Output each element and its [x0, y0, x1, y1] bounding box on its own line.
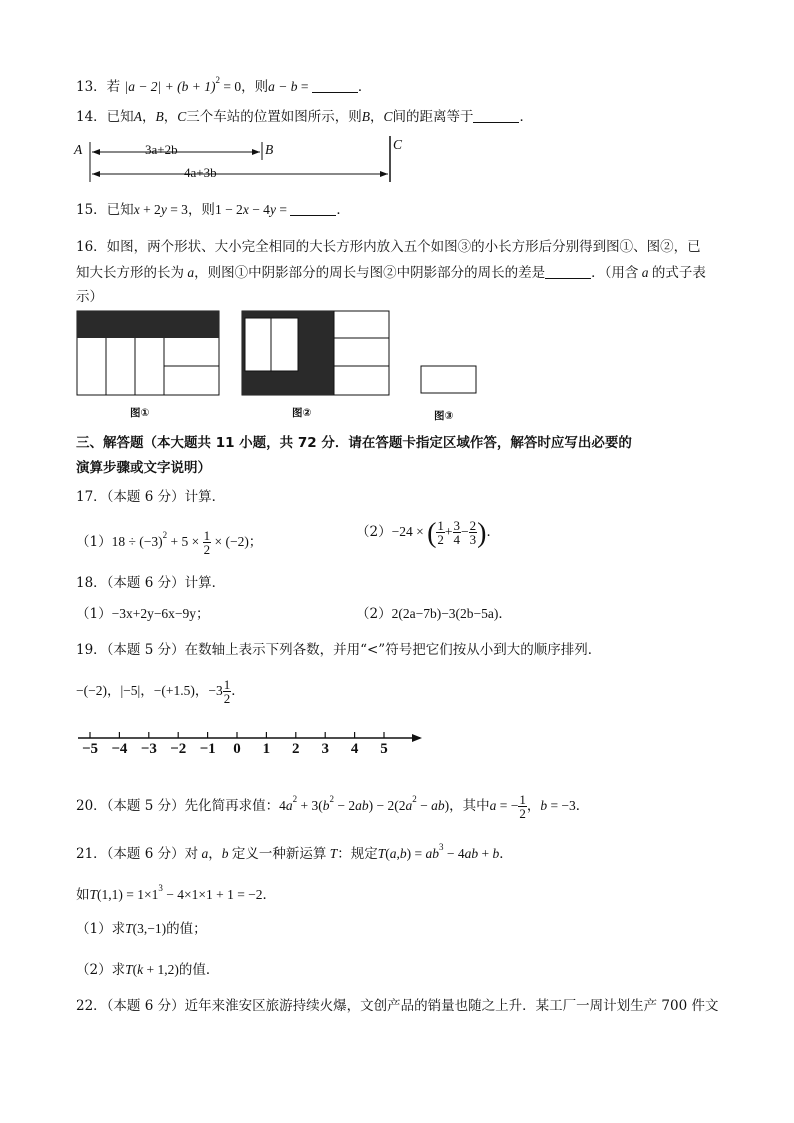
q13-expression: $|a - 2| + (b + 1)^2 = 0$ [124, 75, 242, 94]
question-17-part2: （2）−24 × ( $\frac{1}{2}$ + $\frac{3}{4}$ − $\frac{2}{3}$ )． [356, 518, 500, 549]
label-c: C [393, 137, 403, 152]
question-21-example: 如$T(1,1) = 1\times 1^3 - 4\times 1\times 1 + 1 = -2$． [76, 883, 277, 903]
figure-2-caption: 图② [292, 407, 312, 419]
section-3-heading: 三、解答题（本大题共 11 小题，共 72 分．请在答题卡指定区域作答，解答时应写出必要的 [76, 435, 632, 451]
section-3-heading-2: 演算步骤或文字说明） [76, 460, 211, 476]
number-line-label: 1 [262, 741, 271, 757]
number-line-label: −1 [199, 741, 216, 757]
question-21-head: 21．（本题 6 分）对 a，b 定义一种新运算 T：规定$T(a,b) = ab^3 - 4ab + b$． [76, 842, 513, 862]
answer-blank[interactable] [312, 78, 358, 93]
label-ab-length: 3a+2b [145, 142, 178, 157]
figure-3 [420, 365, 478, 395]
question-17-head: 17．（本题 6 分）计算． [76, 489, 226, 505]
question-19-head: 19．（本题 5 分）在数轴上表示下列各数，并用“<”符号把它们按从小到大的顺序排列． [76, 642, 602, 658]
number-line-label: 3 [321, 741, 329, 757]
figure-1 [76, 310, 221, 396]
answer-blank[interactable] [545, 264, 591, 279]
number-line-label: 0 [233, 741, 241, 757]
question-14: 14．已知A，B，C三个车站的位置如图所示，则B，C间的距离等于 ． [76, 109, 533, 125]
number-line-label: −5 [81, 741, 99, 757]
question-16-line1: 16．如图，两个形状、大小完全相同的大长方形内放入五个如图③的小长方形后分别得到图①、图②，已 [76, 239, 701, 255]
number-line-label: 4 [350, 741, 359, 757]
question-17-part1: $(1)18 \div (-3)^2 + 5$ × $\frac{1}{2}$ × (−2)； [76, 528, 263, 557]
question-21-part1: （1）求T(3,−1)的值； [76, 921, 207, 937]
question-19-numbers: −(−2)，|−5|，−(+1.5)，−3 $\frac{1}{2}$ ． [76, 677, 245, 706]
number-line-label: −2 [170, 741, 187, 757]
question-18-part1: （1）−3x+2y−6x−9y； [76, 606, 210, 622]
question-13: 13．若 $|a - 2| + (b + 1)^2 = 0$，则a − b = ． [76, 75, 372, 95]
answer-blank[interactable] [290, 201, 336, 216]
number-line-label: 2 [292, 741, 300, 757]
question-18-part2: （2）2(2a−7b)−3(2b−5a)． [356, 606, 512, 622]
station-diagram [76, 136, 416, 186]
label-b: B [265, 142, 274, 157]
question-21-part2: （2）求T(k + 1,2)的值． [76, 962, 220, 978]
figure-2 [241, 310, 390, 396]
number-line-label: −3 [140, 741, 157, 757]
number-line-label: −4 [111, 741, 128, 757]
question-20: 20．（本题 5 分）先化简再求值：$4a^2 + 3(b^2 - 2ab) - 2(2a^2 - ab)$，其中a = − $\frac{1}{2}$ ，b = −3． [76, 792, 590, 821]
question-16-line3: 示） [76, 289, 103, 305]
answer-blank[interactable] [473, 108, 519, 123]
question-18-head: 18．（本题 6 分）计算． [76, 575, 226, 591]
figure-1-caption: 图① [130, 407, 150, 419]
label-ac-length: 4a+3b [184, 165, 217, 180]
label-a: A [74, 142, 83, 157]
question-16-line2: 知大长方形的长为 a，则图①中阴影部分的周长与图②中阴影部分的周长的差是 ．（用含 a 的式子表 [76, 265, 706, 281]
question-15: 15．已知x + 2y = 3，则1 − 2x − 4y = ． [76, 202, 350, 218]
figure-3-caption: 图③ [434, 410, 454, 422]
question-22: 22．（本题 6 分）近年来淮安区旅游持续火爆，文创产品的销量也随之上升．某工厂一周计划生产 700 件文 [76, 998, 719, 1014]
number-line-label: 5 [380, 741, 388, 757]
